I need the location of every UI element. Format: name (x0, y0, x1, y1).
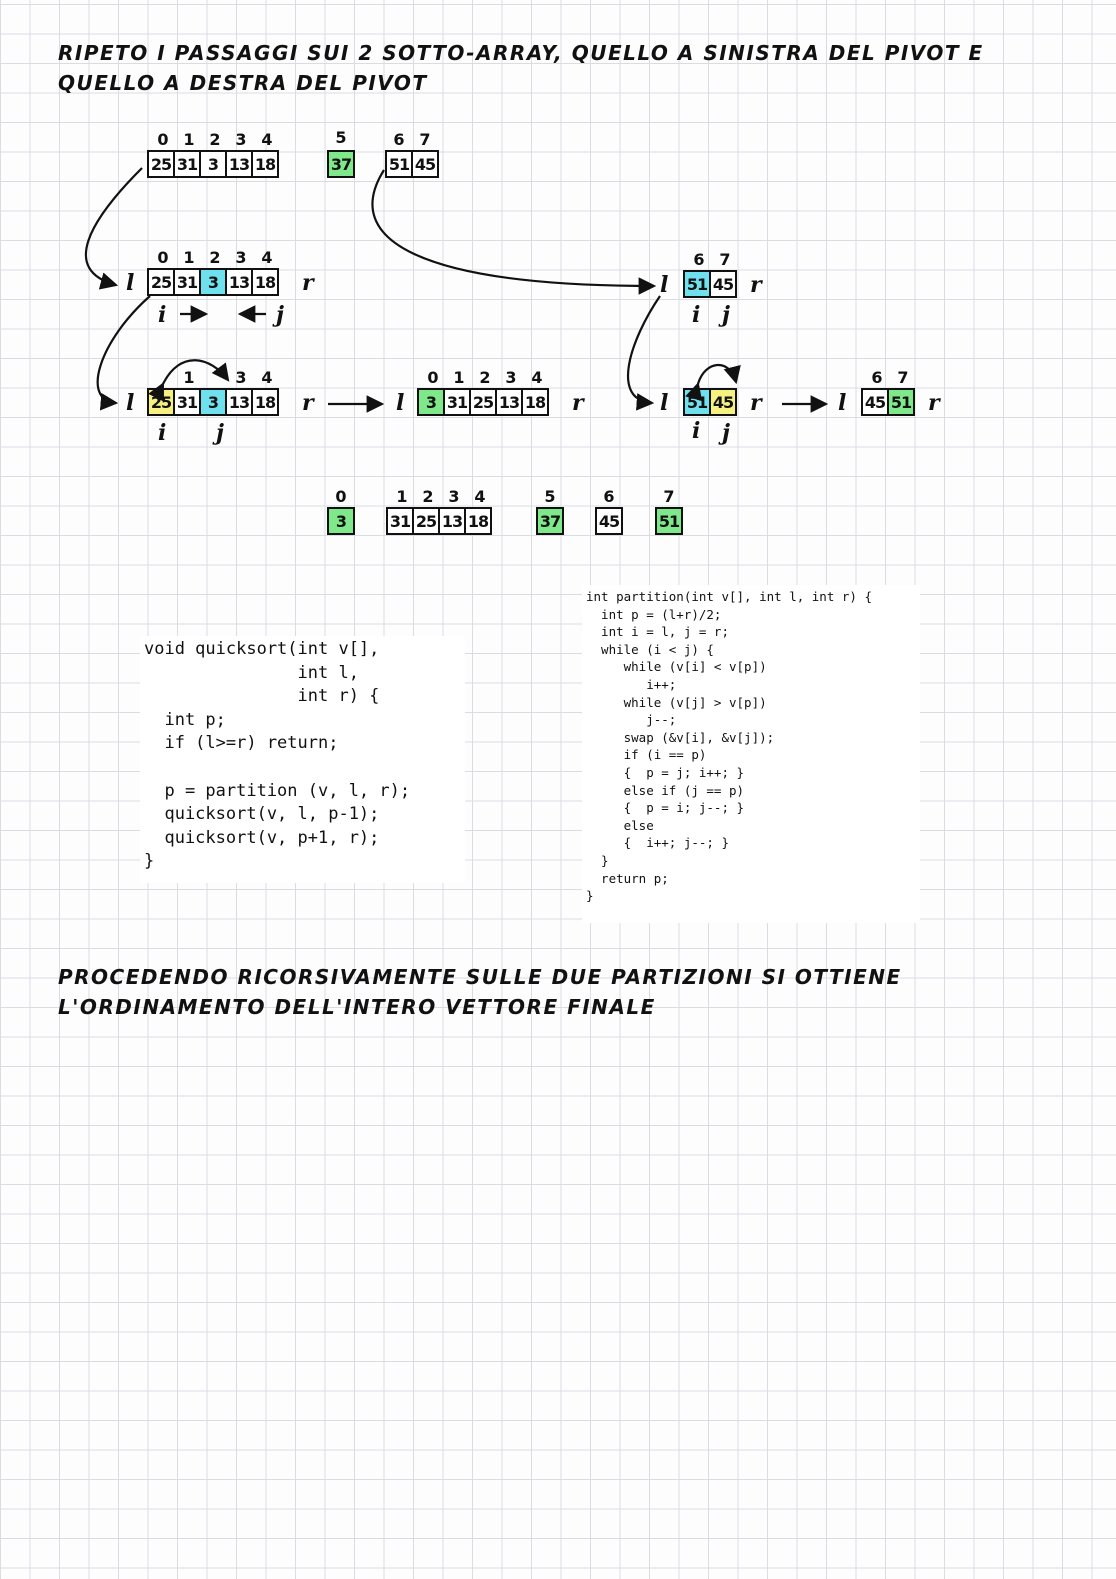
code-line: swap (&v[i], &v[j]); (586, 729, 775, 745)
index-label: 4 (531, 368, 543, 387)
array-cell: 18 (251, 268, 279, 296)
index-label: 0 (335, 487, 347, 506)
r-marker: r (750, 390, 762, 416)
code-line: int p = (l+r)/2; (586, 606, 722, 622)
index-label: 5 (544, 487, 556, 506)
code-line: int i = l, j = r; (586, 624, 729, 640)
sorted-cell: 3 (417, 388, 445, 416)
index-label: 1 (183, 130, 195, 149)
index-label: 4 (261, 248, 273, 267)
array-cell: 45 (709, 270, 737, 298)
diagram-arrows (0, 0, 1116, 560)
i-marker: i (158, 302, 167, 328)
code-line: quicksort(v, p+1, r); (144, 827, 380, 848)
code-line: p = partition (v, l, r); (144, 780, 411, 801)
index-label: 2 (209, 130, 221, 149)
arrow-row2-to-row3-left (98, 296, 150, 403)
swap-arc-right (698, 365, 736, 384)
code-line: while (v[j] > v[p]) (586, 694, 767, 710)
code-line: while (i < j) { (586, 641, 714, 657)
code-line: else if (j == p) (586, 782, 745, 798)
partition-code (582, 585, 920, 923)
array-cell: 3 (199, 150, 227, 178)
code-line: int p; (144, 709, 226, 730)
code-line: if (l>=r) return; (144, 733, 339, 754)
j-marker: j (722, 420, 730, 446)
l-marker: l (126, 390, 135, 416)
index-label: 6 (693, 250, 705, 269)
code-line: int partition(int v[], int l, int r) { (586, 589, 872, 604)
i-marker: i (692, 418, 701, 444)
array-cell: 45 (861, 388, 889, 416)
array-cell: 13 (225, 268, 253, 296)
index-label: 0 (427, 368, 439, 387)
i-marker: i (692, 302, 701, 328)
array-cell: 13 (495, 388, 523, 416)
index-label: 3 (235, 368, 247, 387)
code-line: { p = j; i++; } (586, 764, 745, 780)
sorted-cell: 51 (655, 507, 683, 535)
l-marker: l (396, 390, 405, 416)
array-cell: 13 (225, 388, 253, 416)
array-cell: 18 (251, 388, 279, 416)
array-cell: 18 (464, 507, 492, 535)
index-label: 0 (157, 248, 169, 267)
index-label: 3 (235, 130, 247, 149)
array-cell: 31 (173, 268, 201, 296)
sorted-cell: 51 (887, 388, 915, 416)
code-line: void quicksort(int v[], (144, 639, 380, 659)
array-cell: 31 (443, 388, 471, 416)
quicksort-code (140, 636, 465, 883)
code-line: if (i == p) (586, 747, 707, 763)
l-marker: l (660, 390, 669, 416)
code-line (140, 756, 465, 780)
sorted-cell: 45 (595, 507, 623, 535)
index-label: 7 (663, 487, 675, 506)
array-cell: 25 (147, 150, 175, 178)
code-line: quicksort(v, l, p-1); (144, 804, 380, 825)
j-marker: j (722, 302, 730, 328)
index-label: 1 (183, 368, 195, 387)
i-marker: i (158, 420, 167, 446)
arrow-row1-to-row2-left (86, 168, 142, 285)
sorted-cell: 37 (536, 507, 564, 535)
pivot-cell: 3 (199, 388, 227, 416)
l-marker: l (660, 272, 669, 298)
j-marker: j (276, 302, 284, 328)
pivot-cell: 37 (327, 150, 355, 178)
array-cell: 13 (225, 150, 253, 178)
sorted-cell: 3 (327, 507, 355, 535)
index-label: 3 (235, 248, 247, 267)
index-label: 7 (719, 250, 731, 269)
array-cell: 25 (147, 268, 175, 296)
r-marker: r (928, 390, 940, 416)
code-line: { p = i; j--; } (586, 800, 745, 816)
array-cell: 18 (251, 150, 279, 178)
l-marker: l (126, 270, 135, 296)
array-cell: 25 (469, 388, 497, 416)
array-cell: 13 (438, 507, 466, 535)
arrow-row2-to-row3-right (628, 296, 660, 403)
footer-text: PROCEDENDO RICORSIVAMENTE SULLE DUE PARTIZIONI SI OTTIENE L'ORDINAMENTO DELL'INTERO VETTORE FINALE (58, 965, 902, 1019)
code-line: } (586, 888, 594, 904)
array-cell: 45 (411, 150, 439, 178)
index-label: 1 (183, 248, 195, 267)
array-cell: 25 (412, 507, 440, 535)
arrow-row1-to-row2-right (372, 170, 654, 286)
index-label: 4 (261, 130, 273, 149)
r-marker: r (302, 390, 314, 416)
index-label: 6 (603, 487, 615, 506)
pivot-cell: 51 (683, 388, 711, 416)
array-cell: 45 (709, 388, 737, 416)
index-label: 4 (261, 368, 273, 387)
code-line: i++; (586, 676, 677, 692)
index-label: 2 (422, 487, 434, 506)
index-label: 3 (505, 368, 517, 387)
j-marker: j (216, 420, 224, 446)
r-marker: r (572, 390, 584, 416)
code-line: { i++; j--; } (586, 835, 729, 851)
pivot-cell: 51 (683, 270, 711, 298)
code-line: return p; (586, 870, 669, 886)
index-label: 6 (393, 130, 405, 149)
r-marker: r (302, 270, 314, 296)
index-label: 6 (871, 368, 883, 387)
r-marker: r (750, 272, 762, 298)
index-label: 7 (419, 130, 431, 149)
array-cell: 31 (173, 150, 201, 178)
code-line: j--; (586, 712, 677, 728)
index-label: 2 (479, 368, 491, 387)
index-label: 4 (474, 487, 486, 506)
index-label: 1 (396, 487, 408, 506)
code-line: else (586, 817, 654, 833)
index-label: 7 (897, 368, 909, 387)
index-label: 1 (453, 368, 465, 387)
index-label: 2 (209, 248, 221, 267)
l-marker: l (838, 390, 847, 416)
array-cell: 51 (385, 150, 413, 178)
code-line: } (586, 852, 609, 868)
header-text: RIPETO I PASSAGGI SUI 2 SOTTO-ARRAY, QUELLO A SINISTRA DEL PIVOT E QUELLO A DESTRA DEL PIVOT (58, 41, 984, 95)
code-line: while (v[i] < v[p]) (586, 659, 767, 675)
code-line: } (144, 851, 155, 872)
index-label: 3 (448, 487, 460, 506)
array-cell: 25 (147, 388, 175, 416)
index-label: 0 (157, 130, 169, 149)
index-label: 5 (335, 128, 347, 147)
array-cell: 18 (521, 388, 549, 416)
swap-arc-left (163, 360, 228, 384)
pivot-cell: 3 (199, 268, 227, 296)
code-line: int r) { (144, 686, 380, 707)
array-cell: 31 (173, 388, 201, 416)
code-line: int l, (144, 662, 359, 683)
array-cell: 31 (386, 507, 414, 535)
